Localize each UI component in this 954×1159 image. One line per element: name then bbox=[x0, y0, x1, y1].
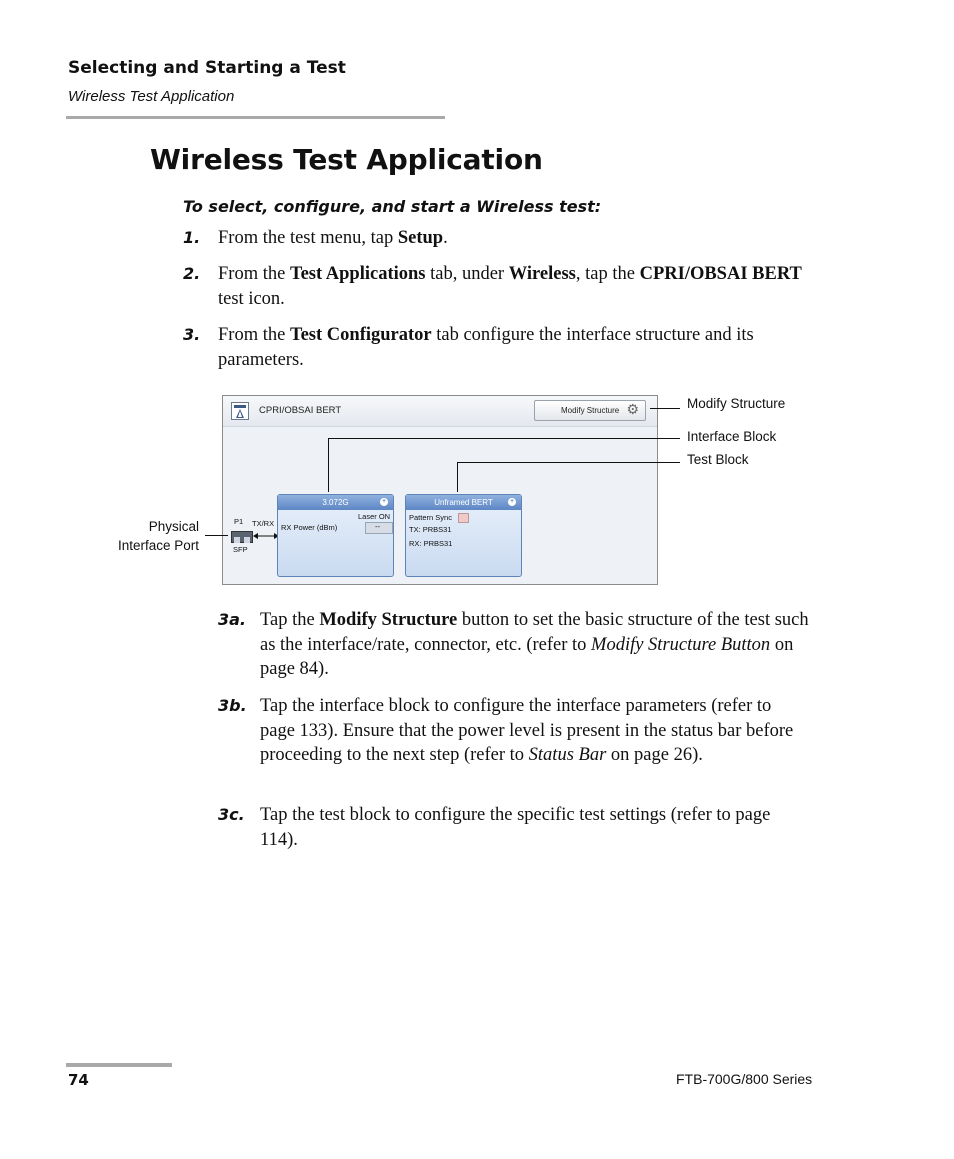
substep-number: 3c. bbox=[218, 805, 245, 824]
running-header-title: Selecting and Starting a Test bbox=[68, 58, 346, 78]
modify-structure-label: Modify Structure bbox=[561, 406, 620, 415]
callout-physical-port-line1: Physical bbox=[148, 519, 199, 534]
app-title: CPRI/OBSAI BERT bbox=[259, 405, 342, 416]
leader-test-block-v bbox=[457, 462, 458, 492]
physical-port-icon[interactable] bbox=[231, 531, 253, 543]
expand-icon: + bbox=[509, 498, 515, 505]
rx-power-label: RX Power (dBm) bbox=[281, 523, 338, 532]
gear-icon: ⚙ bbox=[626, 403, 639, 418]
product-series: FTB-700G/800 Series bbox=[676, 1071, 813, 1087]
callout-test-block: Test Block bbox=[687, 452, 749, 467]
substep-text: Tap the interface block to configure the interface parameters (refer to page 133). Ensure that the power level is present in the status bar before proceeding to the next step (refer to Status Bar on page 26). bbox=[260, 696, 794, 765]
substep-number: 3a. bbox=[218, 610, 247, 629]
step-number: 3. bbox=[183, 325, 201, 344]
callout-modify-structure: Modify Structure bbox=[687, 396, 786, 411]
step-number: 2. bbox=[183, 264, 201, 283]
running-header-subtitle: Wireless Test Application bbox=[68, 88, 235, 105]
page-number: 74 bbox=[68, 1071, 89, 1089]
step-text: From the Test Applications tab, under Wireless, tap the CPRI/OBSAI BERT test icon. bbox=[218, 264, 802, 309]
leader-interface-block-v bbox=[328, 438, 329, 492]
page-title: Wireless Test Application bbox=[150, 143, 543, 176]
footer-divider bbox=[66, 1063, 172, 1067]
substep-number: 3b. bbox=[218, 696, 247, 715]
port-type: SFP bbox=[233, 545, 248, 554]
port-link-arrow bbox=[253, 532, 279, 540]
leader-test-block-h bbox=[457, 462, 680, 463]
leader-modify-structure bbox=[650, 408, 680, 409]
leader-physical-port bbox=[205, 535, 228, 536]
interface-rate: 3.072G bbox=[322, 498, 349, 507]
interface-block[interactable] bbox=[277, 494, 394, 577]
header-divider bbox=[66, 116, 445, 119]
leader-interface-block-h bbox=[328, 438, 680, 439]
port-name: P1 bbox=[234, 517, 244, 526]
test-configurator-figure bbox=[222, 395, 658, 585]
interface-block-header bbox=[278, 495, 393, 510]
port-direction: TX/RX bbox=[252, 519, 275, 528]
callout-physical-port-line2: Interface Port bbox=[117, 538, 199, 553]
callout-interface-block: Interface Block bbox=[687, 429, 777, 444]
tx-pattern: TX: PRBS31 bbox=[409, 525, 452, 534]
substep-text: Tap the test block to configure the specific test settings (refer to page 114). bbox=[260, 805, 771, 850]
step-text: From the Test Configurator tab configure the interface structure and its parameters. bbox=[218, 325, 754, 370]
expand-icon: + bbox=[381, 498, 387, 505]
modify-structure-button[interactable] bbox=[534, 400, 646, 421]
substep-text: Tap the Modify Structure button to set the basic structure of the test such as the interface/rate, connector, etc. (refer to Modify Structure Button on page 84). bbox=[260, 610, 809, 679]
laser-status: Laser ON bbox=[358, 512, 391, 521]
cpri-app-icon bbox=[231, 402, 249, 420]
rx-power-value: -- bbox=[375, 522, 380, 531]
callout-physical-port bbox=[100, 517, 199, 555]
pattern-sync-indicator bbox=[458, 513, 469, 523]
app-title-bar bbox=[223, 396, 657, 427]
test-block[interactable] bbox=[405, 494, 522, 577]
rx-pattern: RX: PRBS31 bbox=[409, 539, 453, 548]
rx-power-value-box bbox=[365, 522, 393, 534]
step-number: 1. bbox=[183, 228, 201, 247]
test-block-header bbox=[406, 495, 521, 510]
test-name: Unframed BERT bbox=[434, 498, 493, 507]
pattern-sync-label: Pattern Sync bbox=[409, 513, 452, 522]
step-text: From the test menu, tap Setup. bbox=[218, 228, 448, 248]
procedure-title: To select, configure, and start a Wireless test: bbox=[183, 197, 602, 216]
